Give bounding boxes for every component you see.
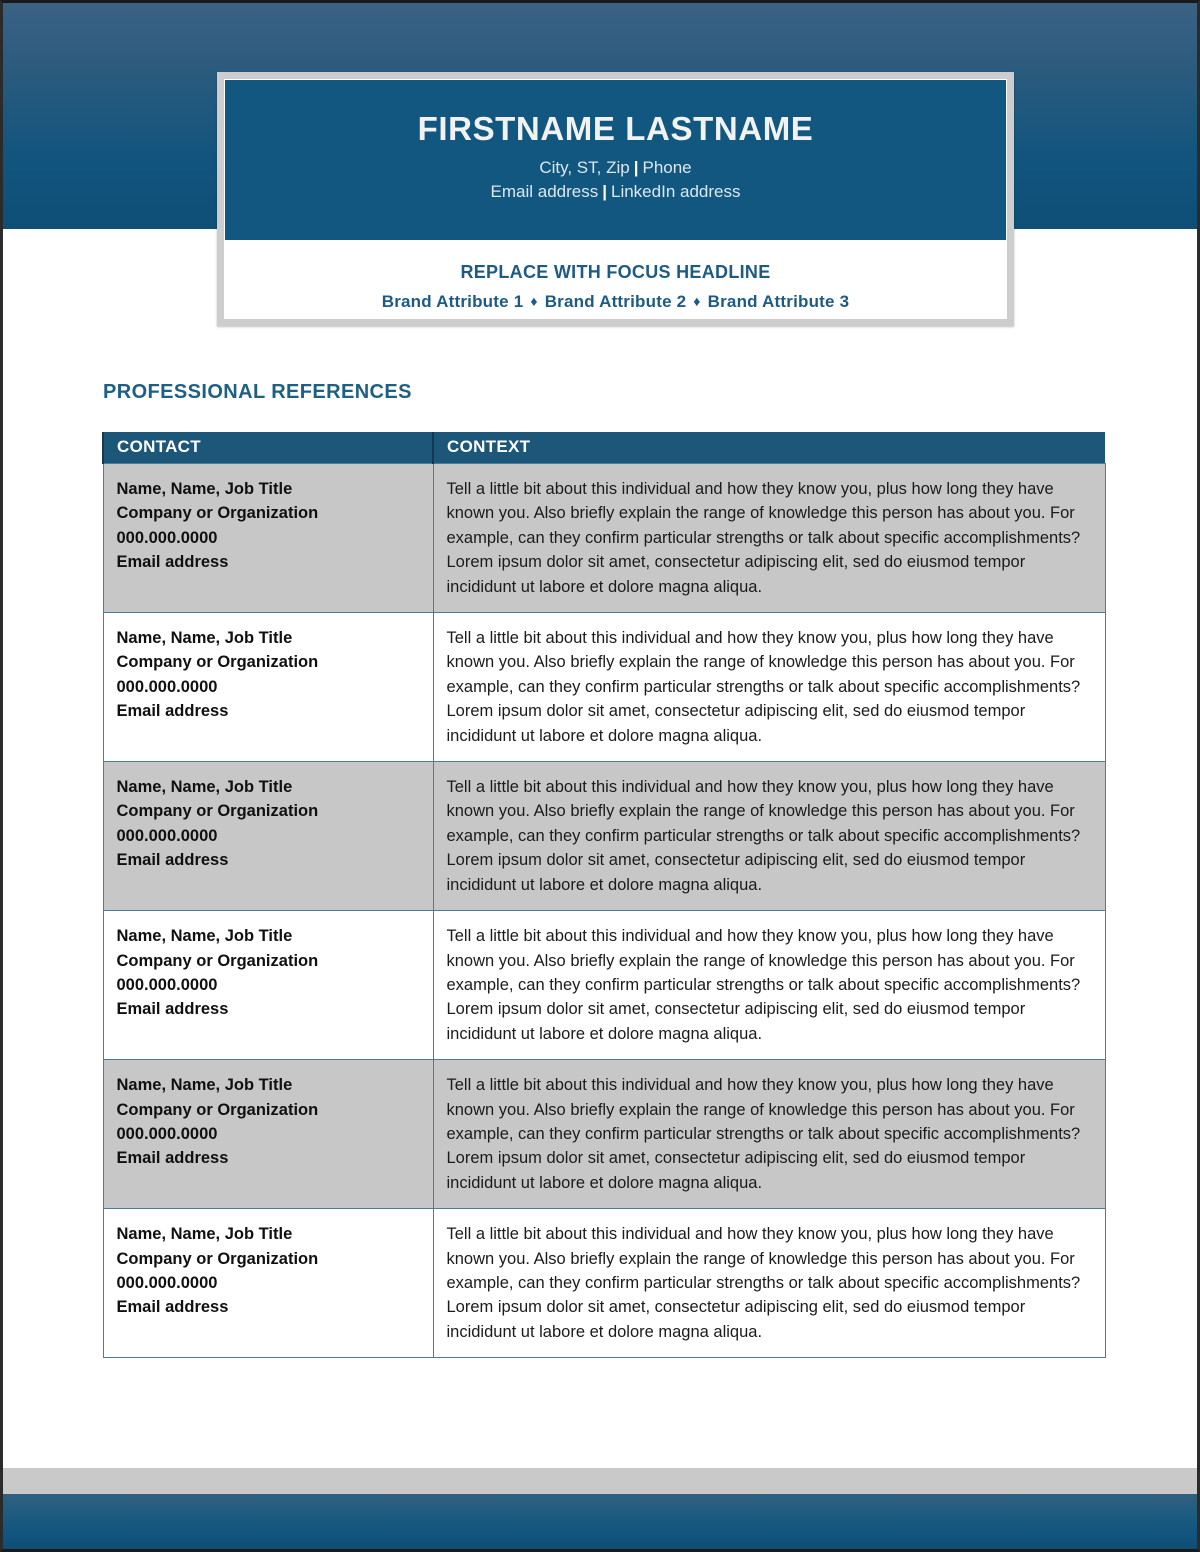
reference-email: Email address <box>116 1149 229 1168</box>
reference-context-text: Tell a little bit about this individual and how they know you, plus how long they have known you. Also briefly explain the range of knowledge this person has about you. For example, can they confirm particular strengths or talk about specific accomplishments? Lorem ipsum dolor sit amet, consectetur adipiscing elit, sed do eiusmod tempor incididunt ut labore et dolore magna aliqua. <box>446 629 1081 745</box>
reference-company: Company or Organization <box>116 1249 319 1268</box>
reference-name-title: Name, Name, Job Title <box>116 778 293 797</box>
reference-phone: 000.000.0000 <box>116 826 218 845</box>
header-card <box>224 79 1007 319</box>
context-cell <box>433 613 1105 762</box>
reference-name-title: Name, Name, Job Title <box>116 480 293 498</box>
context-cell <box>433 762 1105 911</box>
reference-email: Email address <box>116 553 229 572</box>
focus-headline: REPLACE WITH FOCUS HEADLINE <box>460 262 771 282</box>
brand-attribute-3: Brand Attribute 3 <box>707 291 850 311</box>
column-header-context: CONTEXT <box>433 432 1105 464</box>
contact-location: City, ST, Zip <box>539 158 630 177</box>
table-row <box>103 464 1105 613</box>
professional-references-table <box>102 432 1106 1358</box>
section-title-professional-references: PROFESSIONAL REFERENCES <box>103 381 412 403</box>
table-header-row <box>103 432 1105 464</box>
reference-context-text: Tell a little bit about this individual and how they know you, plus how long they have known you. Also briefly explain the range of knowledge this person has about you. For example, can they confirm particular strengths or talk about specific accomplishments? Lorem ipsum dolor sit amet, consectetur adipiscing elit, sed do eiusmod tempor incididunt ut labore et dolore magna aliqua. <box>446 1225 1081 1341</box>
diamond-icon: ♦ <box>693 292 701 309</box>
reference-email: Email address <box>116 1000 229 1019</box>
contact-separator-2: | <box>602 182 607 202</box>
reference-context-text: Tell a little bit about this individual and how they know you, plus how long they have known you. Also briefly explain the range of knowledge this person has about you. For example, can they confirm particular strengths or talk about specific accomplishments? Lorem ipsum dolor sit amet, consectetur adipiscing elit, sed do eiusmod tempor incididunt ut labore et dolore magna aliqua. <box>446 480 1081 596</box>
reference-name-title: Name, Name, Job Title <box>116 927 293 946</box>
page-title: FIRSTNAME LASTNAME <box>417 110 814 147</box>
reference-context-text: Tell a little bit about this individual and how they know you, plus how long they have known you. Also briefly explain the range of knowledge this person has about you. For example, can they confirm particular strengths or talk about specific accomplishments? Lorem ipsum dolor sit amet, consectetur adipiscing elit, sed do eiusmod tempor incididunt ut labore et dolore magna aliqua. <box>446 1076 1081 1192</box>
brand-attribute-2: Brand Attribute 2 <box>544 291 687 311</box>
footer-blue-band <box>3 1494 1197 1549</box>
contact-cell <box>103 1060 433 1209</box>
reference-email: Email address <box>116 851 229 870</box>
contact-cell <box>103 464 433 613</box>
table-row <box>103 762 1105 911</box>
reference-company: Company or Organization <box>116 802 319 821</box>
reference-context-text: Tell a little bit about this individual and how they know you, plus how long they have known you. Also briefly explain the range of knowledge this person has about you. For example, can they confirm particular strengths or talk about specific accomplishments? Lorem ipsum dolor sit amet, consectetur adipiscing elit, sed do eiusmod tempor incididunt ut labore et dolore magna aliqua. <box>446 927 1081 1043</box>
contact-linkedin: LinkedIn address <box>611 182 741 202</box>
brand-attributes <box>382 292 850 312</box>
table-row <box>103 1209 1105 1358</box>
reference-company: Company or Organization <box>116 653 319 672</box>
reference-name-title: Name, Name, Job Title <box>116 1225 293 1244</box>
reference-company: Company or Organization <box>116 951 319 970</box>
context-cell <box>433 911 1105 1060</box>
footer-gray-band <box>3 1468 1197 1494</box>
reference-phone: 000.000.0000 <box>116 975 218 994</box>
contact-details <box>117 1073 421 1171</box>
contact-cell <box>103 613 433 762</box>
contact-email: Email address <box>490 182 599 202</box>
contact-details <box>117 775 421 873</box>
reference-phone: 000.000.0000 <box>116 1124 218 1143</box>
header-card-frame <box>217 72 1014 326</box>
reference-company: Company or Organization <box>116 504 319 523</box>
contact-cell <box>103 762 433 911</box>
context-cell <box>433 464 1105 613</box>
table-row <box>103 613 1105 762</box>
reference-phone: 000.000.0000 <box>116 677 218 696</box>
reference-phone: 000.000.0000 <box>116 1273 218 1292</box>
contact-details <box>117 924 421 1022</box>
context-cell <box>433 1209 1105 1358</box>
table-row <box>103 1060 1105 1209</box>
reference-email: Email address <box>116 1298 229 1317</box>
column-header-contact: CONTACT <box>103 432 433 464</box>
table-row <box>103 911 1105 1060</box>
reference-company: Company or Organization <box>116 1100 319 1119</box>
brand-attribute-1: Brand Attribute 1 <box>381 291 524 311</box>
contact-separator-1: | <box>633 158 639 177</box>
contact-cell <box>103 911 433 1060</box>
table-body <box>103 464 1105 1358</box>
contact-line-email-linkedin <box>491 180 741 204</box>
header-identity-block <box>225 80 1006 240</box>
contact-line-location-phone <box>539 156 691 180</box>
reference-name-title: Name, Name, Job Title <box>116 629 293 648</box>
contact-details <box>117 626 421 724</box>
contact-details <box>117 477 421 575</box>
diamond-icon: ♦ <box>530 292 538 309</box>
reference-context-text: Tell a little bit about this individual and how they know you, plus how long they have known you. Also briefly explain the range of knowledge this person has about you. For example, can they confirm particular strengths or talk about specific accomplishments? Lorem ipsum dolor sit amet, consectetur adipiscing elit, sed do eiusmod tempor incididunt ut labore et dolore magna aliqua. <box>446 778 1081 894</box>
contact-phone: Phone <box>642 158 692 177</box>
table-head <box>103 432 1105 464</box>
reference-email: Email address <box>116 702 229 721</box>
contact-cell <box>103 1209 433 1358</box>
reference-name-title: Name, Name, Job Title <box>116 1076 293 1095</box>
context-cell <box>433 1060 1105 1209</box>
header-branding-block <box>225 240 1006 318</box>
contact-details <box>117 1222 421 1320</box>
reference-phone: 000.000.0000 <box>116 528 218 547</box>
